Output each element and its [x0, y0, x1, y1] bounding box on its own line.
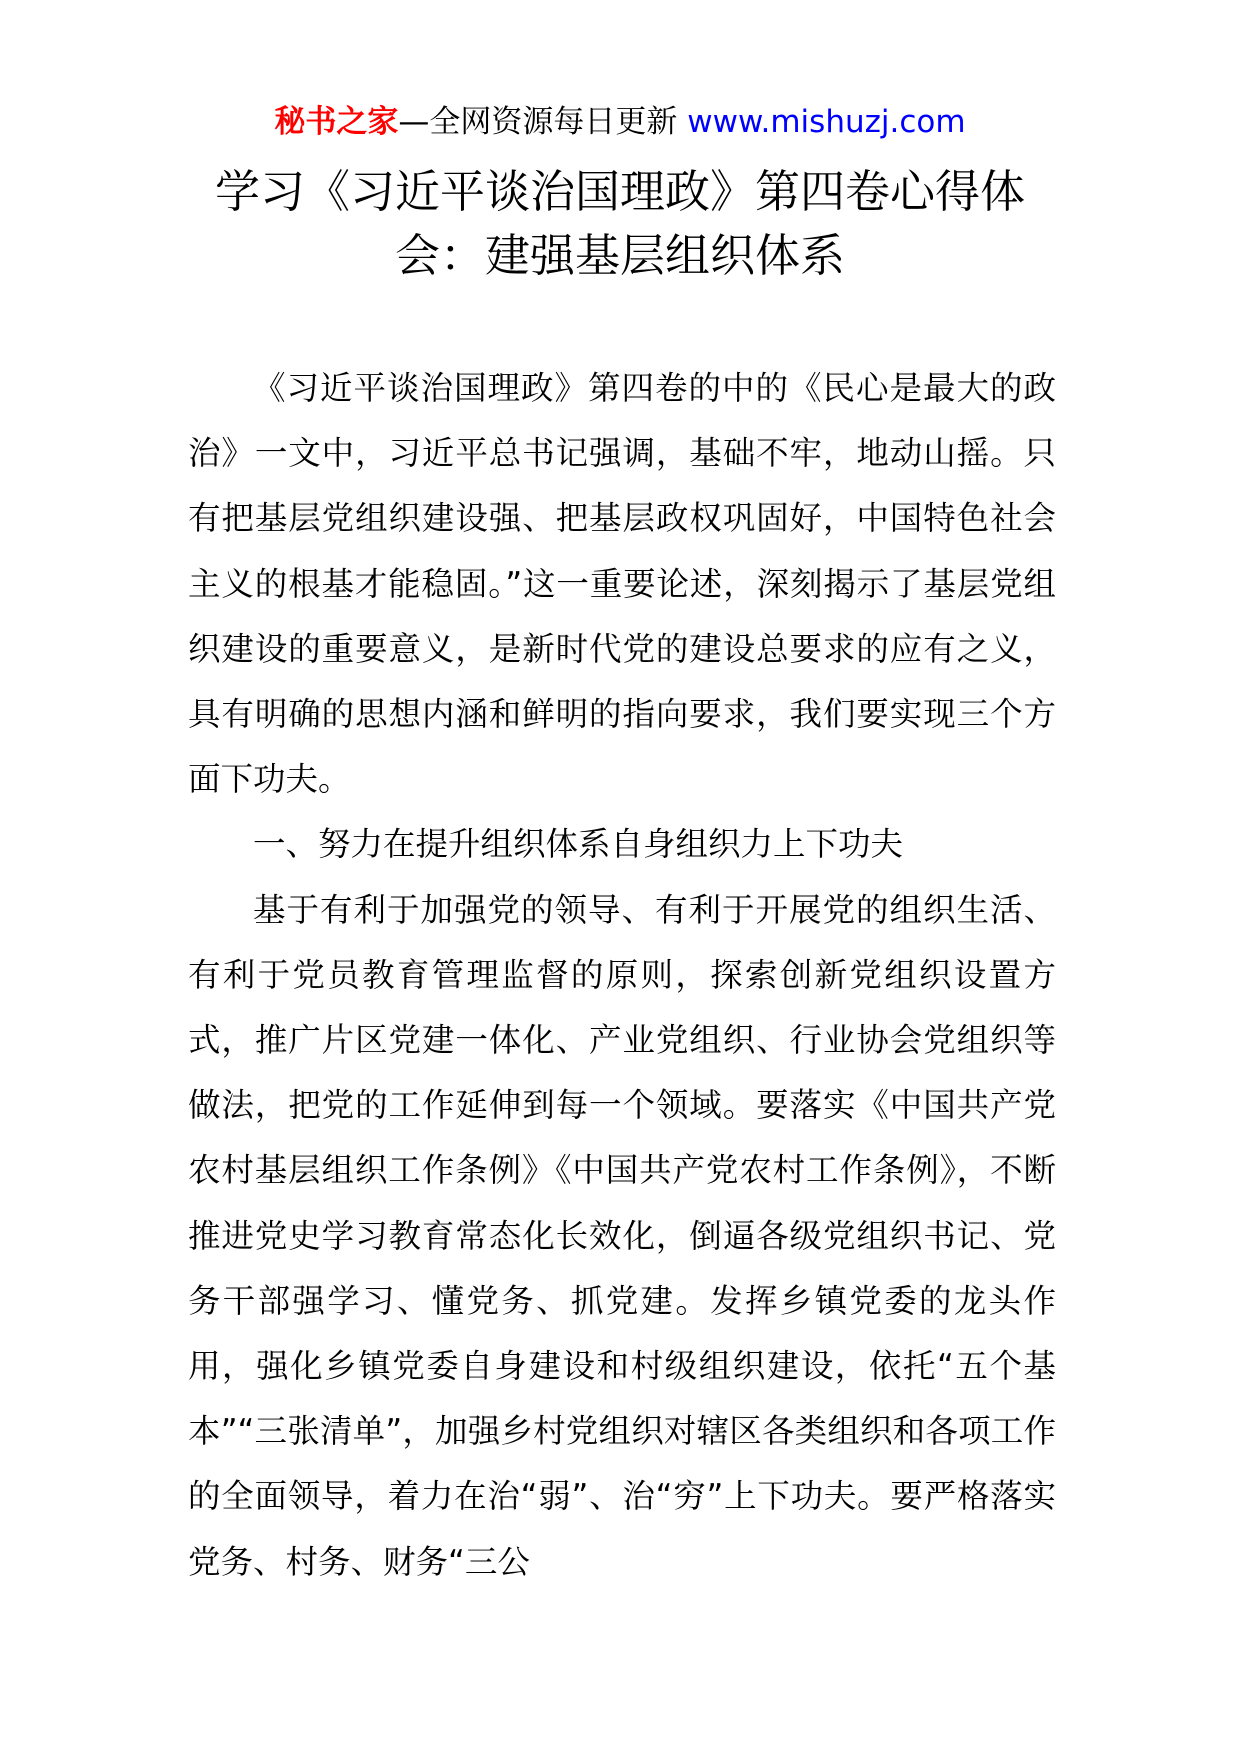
title-line-1: 学习《习近平谈治国理政》第四卷心得体: [214, 165, 1025, 218]
site-brand: 秘书之家: [274, 104, 399, 140]
paragraph-intro: 《习近平谈治国理政》第四卷的中的《民心是最大的政治》一文中，习近平总书记强调，基础不牢，地动山摇。只有把基层党组织建设强、把基层政权巩固好，中国特色社会主义的根基才能稳固。”这一重要论述，深刻揭示了基层党组织建设的重要意义，是新时代党的建设总要求的应有之义，具有明确的思想内涵和鲜明的指向要求，我们要实现三个方面下功夫。: [188, 369, 1056, 799]
document-title: [160, 160, 1080, 288]
title-line-2: 会：建强基层组织体系: [394, 229, 845, 282]
document-body: [188, 356, 1056, 1595]
site-url: www.mishuzj.com: [687, 104, 966, 140]
paragraph-section-1: 基于有利于加强党的领导、有利于开展党的组织生活、有利于党员教育管理监督的原则，探索创新党组织设置方式，推广片区党建一体化、产业党组织、行业协会党组织等做法，把党的工作延伸到每一个领域。要落实《中国共产党农村基层组织工作条例》《中国共产党农村工作条例》，不断推进党史学习教育常态化长效化，倒逼各级党组织书记、党务干部强学习、懂党务、抓党建。发挥乡镇党委的龙头作用，强化乡镇党委自身建设和村级组织建设，依托“五个基本”“三张清单”，加强乡村党组织对辖区各类组织和各项工作的全面领导，着力在治“弱”、治“穷”上下功夫。要严格落实党务、村务、财务“三公: [188, 890, 1056, 1581]
section-heading-1: 一、努力在提升组织体系自身组织力上下功夫: [253, 825, 904, 864]
site-header: [0, 100, 1240, 144]
site-slogan: —全网资源每日更新: [398, 104, 688, 140]
